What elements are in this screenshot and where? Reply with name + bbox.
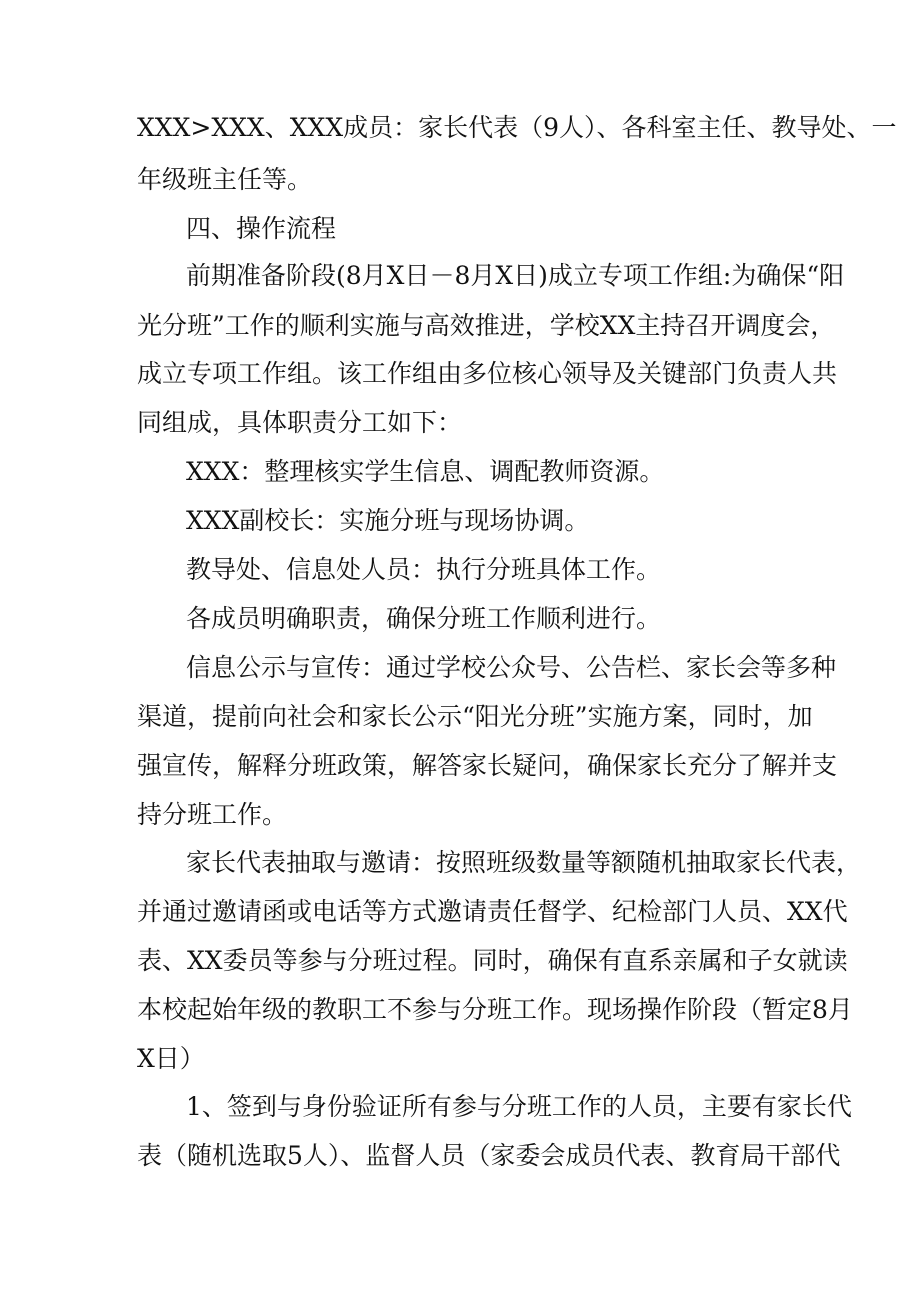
text-line: XXX：整理核实学生信息、调配教师资源。: [186, 457, 665, 486]
text-line: 强宣传，解释分班政策，解答家长疑问，确保家长充分了解并支: [137, 751, 838, 780]
text-line: 前期准备阶段(8月X日－8月X日)成立专项工作组:为确保“阳: [186, 261, 845, 290]
text-line: 年级班主任等。: [137, 165, 313, 194]
text-line: XXX>XXX、XXX成员：家长代表（9人）、各科室主任、教导处、一: [137, 113, 897, 142]
text-line: 信息公示与宣传：通过学校公众号、公告栏、家长会等多种: [186, 653, 837, 682]
section-heading: 四、操作流程: [186, 214, 337, 243]
text-line: 持分班工作。: [137, 800, 288, 829]
text-line: 表、XX委员等参与分班过程。同时，确保有直系亲属和子女就读: [137, 946, 848, 975]
text-line: 表（随机选取5人）、监督人员（家委会成员代表、教育局干部代: [137, 1141, 841, 1170]
text-line: 渠道，提前向社会和家长公示“阳光分班”实施方案，同时，加: [137, 702, 813, 731]
text-line: 成立专项工作组。该工作组由多位核心领导及关键部门负责人共: [137, 359, 838, 388]
text-line: 并通过邀请函或电话等方式邀请责任督学、纪检部门人员、XX代: [137, 897, 848, 926]
text-line: X日）: [137, 1044, 205, 1073]
text-line: 家长代表抽取与邀请：按照班级数量等额随机抽取家长代表，: [186, 848, 862, 877]
text-line: 本校起始年级的教职工不参与分班工作。现场操作阶段（暂定8月: [137, 995, 853, 1024]
text-line: 教导处、信息处人员：执行分班具体工作。: [186, 555, 662, 584]
text-line: XXX副校长：实施分班与现场协调。: [186, 506, 590, 535]
text-line: 光分班”工作的顺利实施与高效推进，学校XX主持召开调度会，: [137, 311, 836, 340]
text-line: 各成员明确职责，确保分班工作顺利进行。: [186, 604, 662, 633]
text-line: 同组成，具体职责分工如下：: [137, 408, 463, 437]
text-line: 1、签到与身份验证所有参与分班工作的人员，主要有家长代: [186, 1092, 852, 1121]
